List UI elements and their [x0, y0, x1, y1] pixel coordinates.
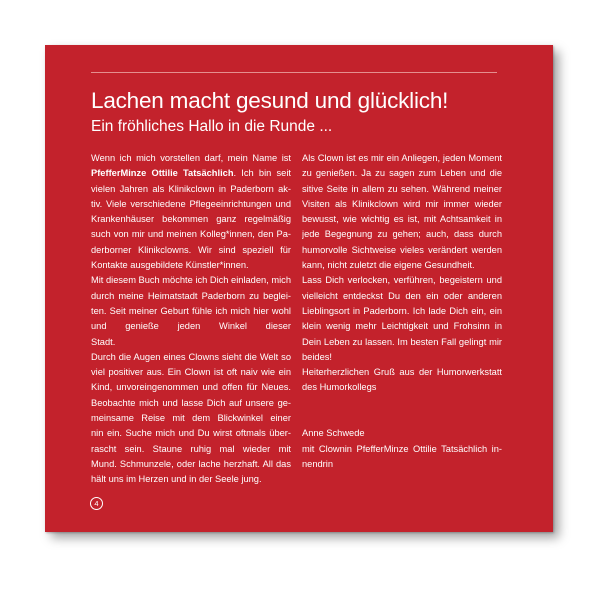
text-line: [302, 380, 502, 395]
text-line: [302, 304, 502, 319]
text-line: [91, 182, 291, 197]
text-line: [302, 319, 502, 334]
line-text: viel positiver aus. Ein Clown ist oft naiv wie ein: [91, 367, 291, 378]
line-text: Kind, unvoreingenommen und offen für Neues.: [91, 382, 291, 393]
text-line: [302, 151, 502, 166]
line-text: Krankenhäuser bekommen ganz regelmäßig: [91, 214, 291, 225]
text-line: [302, 212, 502, 227]
line-text: bewusst, wie wichtig es ist, mit Achtsamkeit in: [302, 214, 502, 225]
text-line: [91, 227, 291, 242]
text-line: [91, 472, 291, 487]
line-text: derborner Klinikclowns. Wir sind speziell für: [91, 244, 291, 255]
line-text: tiv. Viele verschiedene Pflegeeinrichtungen und: [91, 198, 291, 209]
line-text: Durch die Augen eines Clowns sieht die Welt so: [91, 351, 291, 362]
line-text: Dein Leben zu lassen. Im besten Fall gelingt mir: [302, 336, 502, 347]
text-line: [91, 151, 291, 166]
right-text-column: [302, 151, 502, 472]
text-line: [302, 289, 502, 304]
line-text: mit Clownin PfefferMinze Ottilie Tatsächlich in-: [302, 443, 502, 454]
text-line: [302, 258, 502, 273]
text-line: [302, 227, 502, 242]
line-text: kann, nicht zuletzt die eigene Gesundheit.: [302, 260, 475, 271]
line-text: . Ich bin seit: [233, 168, 291, 179]
line-text: Stadt.: [91, 336, 116, 347]
text-line: [91, 166, 291, 181]
text-line: [91, 426, 291, 441]
line-text: Wenn ich mich vorstellen darf, mein Name ist: [91, 153, 291, 163]
line-text: ten. Seit meiner Geburt fühle ich mich hier wohl: [91, 305, 291, 316]
text-line: [91, 212, 291, 227]
text-line: [91, 335, 291, 350]
text-line: [91, 411, 291, 426]
text-line: [302, 182, 502, 197]
line-text: klein wenig mehr Leichtigkeit und Frohsinn in: [302, 321, 502, 332]
line-text: Beobachte mich und lasse Dich auf unsere ge-: [91, 397, 291, 408]
line-text: hält uns im Herzen und in der Seele jung.: [91, 474, 262, 485]
text-line: [302, 457, 502, 472]
line-text: humorvolle Sichtweise vieles verändert werden: [302, 244, 502, 255]
line-text: Visiten als Klinikclown wird mir immer wieder: [302, 198, 502, 209]
line-text: jede Begegnung zu gehen; auch, dass durch: [302, 229, 502, 240]
text-line: [91, 289, 291, 304]
line-text: such von mir und meinen Kolleg*innen, den Pa-: [91, 229, 291, 240]
line-text: vielleicht entdeckst Du den ein oder anderen: [302, 290, 502, 301]
book-page: [45, 45, 553, 532]
page-number: 4: [90, 497, 103, 510]
text-line: [91, 365, 291, 380]
text-line: [302, 166, 502, 181]
text-line: [91, 304, 291, 319]
line-text: rascht sein. Staune ruhig mal wieder mit: [91, 443, 291, 454]
text-line: [91, 258, 291, 273]
line-text: Anne Schwede: [302, 428, 365, 439]
left-text-column: [91, 151, 291, 488]
text-line: [91, 243, 291, 258]
text-line: [302, 243, 502, 258]
line-text: Lieblingsort in Paderborn. Ich lade Dich ein, ein: [302, 305, 502, 316]
line-text: sitive Seite in allem zu sehen. Während meiner: [302, 183, 502, 194]
line-text: meinsame Reise mit dem Blickwinkel einer: [91, 413, 291, 424]
text-line: [302, 335, 502, 350]
page-subtitle: Ein fröhliches Hallo in die Runde ...: [91, 118, 333, 135]
text-line: [302, 197, 502, 212]
line-text: Als Clown ist es mir ein Anliegen, jeden Moment: [302, 153, 502, 163]
top-rule: [91, 72, 497, 73]
blank-line: [302, 411, 502, 426]
line-text: zu genießen. Ja zu sagen zum Leben und die: [302, 168, 502, 179]
text-line: [302, 365, 502, 380]
line-text: nin ein. Suche mich und Du wirst oftmals über-: [91, 428, 291, 439]
line-text: vielen Jahren als Klinikclown in Paderborn ak-: [91, 183, 291, 194]
text-line: [91, 396, 291, 411]
blank-line: [302, 396, 502, 411]
line-text: beides!: [302, 351, 332, 362]
text-line: [302, 442, 502, 457]
text-line: [302, 273, 502, 288]
line-text: des Humorkollegs: [302, 382, 377, 393]
text-line: [91, 273, 291, 288]
text-line: [91, 350, 291, 365]
line-text: Mund. Schmunzele, oder lache herzhaft. All das: [91, 458, 291, 469]
page-title: Lachen macht gesund und glücklich!: [91, 88, 449, 113]
line-text: Lass Dich verlocken, verführen, begeistern und: [302, 275, 502, 286]
line-text: Mit diesem Buch möchte ich Dich einladen, mich: [91, 275, 291, 286]
text-line: [91, 457, 291, 472]
text-line: [302, 426, 502, 441]
line-text: und genieße jeden Winkel dieser: [91, 321, 291, 332]
line-text: nendrin: [302, 458, 334, 469]
text-line: [91, 442, 291, 457]
text-line: [91, 380, 291, 395]
text-line: [91, 319, 291, 334]
line-text: Kontakte ausgebildete Künstler*innen.: [91, 260, 249, 271]
text-line: [91, 197, 291, 212]
line-text: Heiterherzlichen Gruß aus der Humorwerkstatt: [302, 367, 502, 378]
text-line: [302, 350, 502, 365]
bold-name: PfefferMinze Ottilie Tatsächlich: [91, 168, 234, 179]
line-text: durch meine Heimatstadt Paderborn zu beglei-: [91, 290, 291, 301]
